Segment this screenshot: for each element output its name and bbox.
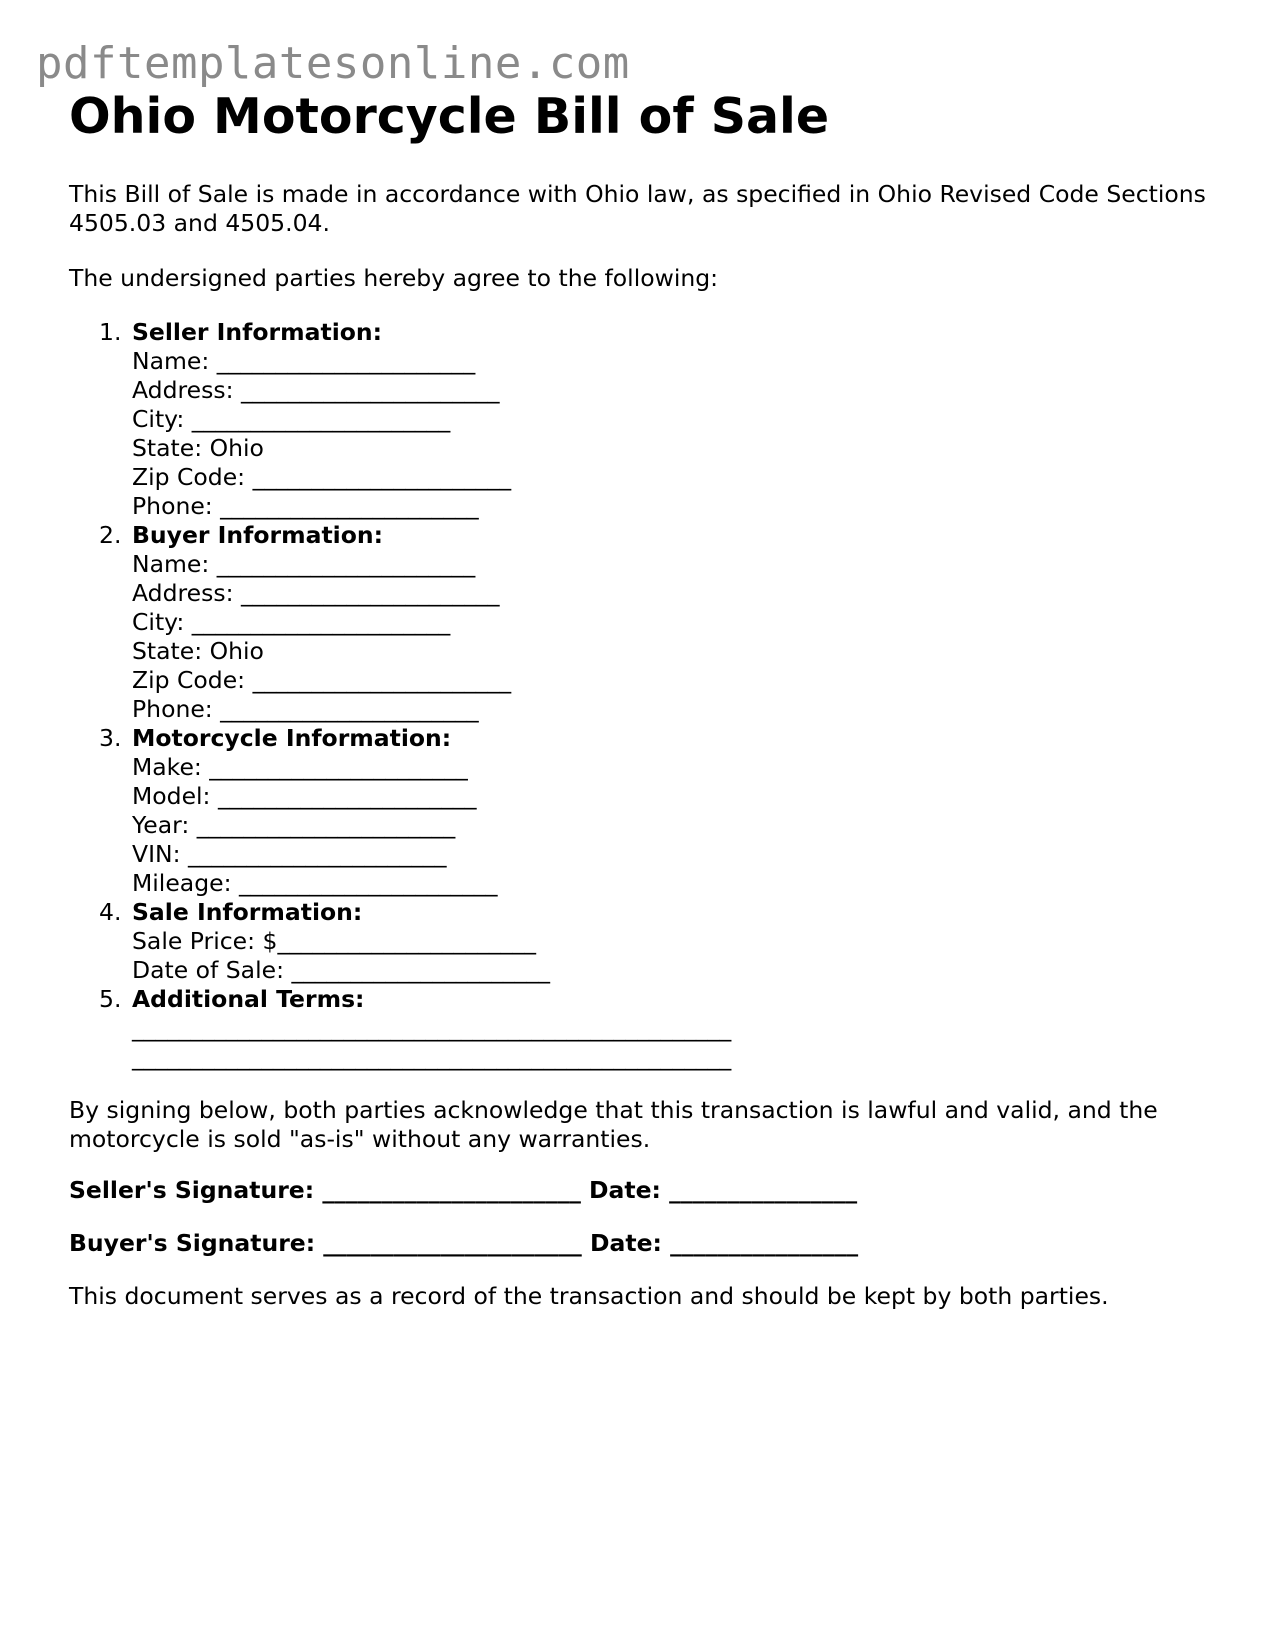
buyer-zip-field[interactable]: Zip Code: ______________________ bbox=[132, 666, 512, 694]
document-body bbox=[69, 180, 1209, 1311]
section-title: Additional Terms: bbox=[132, 985, 365, 1013]
seller-signature-line[interactable]: Seller's Signature: ______________________ Date: ________________ bbox=[69, 1176, 858, 1204]
acknowledgement-paragraph: By signing below, both parties acknowledge that this transaction is lawful and valid, and the motorcycle is sold "as-is" without any warranties. bbox=[69, 1096, 1158, 1153]
buyer-city-field[interactable]: City: ______________________ bbox=[132, 608, 451, 636]
agreement-statement: The undersigned parties hereby agree to the following: bbox=[69, 264, 719, 292]
intro-paragraph: This Bill of Sale is made in accordance with Ohio law, as specified in Ohio Revised Code Sections 4505.03 and 4505.04. bbox=[69, 180, 1206, 237]
vin-field[interactable]: VIN: ______________________ bbox=[132, 840, 447, 868]
section-seller-information bbox=[69, 318, 1209, 521]
seller-name-field[interactable]: Name: ______________________ bbox=[132, 347, 476, 375]
section-number: 2. bbox=[99, 521, 122, 549]
section-motorcycle-information bbox=[69, 724, 1209, 898]
make-field[interactable]: Make: ______________________ bbox=[132, 753, 468, 781]
section-additional-terms bbox=[69, 985, 1209, 1072]
mileage-field[interactable]: Mileage: ______________________ bbox=[132, 869, 498, 897]
watermark: pdftemplatesonline.com bbox=[36, 38, 630, 89]
seller-address-field[interactable]: Address: ______________________ bbox=[132, 376, 500, 404]
section-number: 3. bbox=[99, 724, 122, 752]
additional-terms-line[interactable]: ___________________________________________________ bbox=[132, 1043, 732, 1071]
sections-list bbox=[69, 318, 1209, 1072]
buyer-state-field: State: Ohio bbox=[132, 637, 264, 665]
section-number: 1. bbox=[99, 318, 122, 346]
sale-price-field[interactable]: Sale Price: $______________________ bbox=[132, 927, 536, 955]
section-buyer-information bbox=[69, 521, 1209, 724]
buyer-name-field[interactable]: Name: ______________________ bbox=[132, 550, 476, 578]
section-title: Buyer Information: bbox=[132, 521, 384, 549]
section-number: 4. bbox=[99, 898, 122, 926]
model-field[interactable]: Model: ______________________ bbox=[132, 782, 477, 810]
section-title: Seller Information: bbox=[132, 318, 383, 346]
buyer-address-field[interactable]: Address: ______________________ bbox=[132, 579, 500, 607]
section-title: Sale Information: bbox=[132, 898, 363, 926]
seller-city-field[interactable]: City: ______________________ bbox=[132, 405, 451, 433]
seller-state-field: State: Ohio bbox=[132, 434, 264, 462]
seller-zip-field[interactable]: Zip Code: ______________________ bbox=[132, 463, 512, 491]
buyer-signature-line[interactable]: Buyer's Signature: ______________________ Date: ________________ bbox=[69, 1229, 859, 1257]
buyer-phone-field[interactable]: Phone: ______________________ bbox=[132, 695, 479, 723]
section-title: Motorcycle Information: bbox=[132, 724, 452, 752]
additional-terms-line[interactable]: ___________________________________________________ bbox=[132, 1014, 732, 1042]
year-field[interactable]: Year: ______________________ bbox=[132, 811, 456, 839]
seller-phone-field[interactable]: Phone: ______________________ bbox=[132, 492, 479, 520]
record-note: This document serves as a record of the transaction and should be kept by both parties. bbox=[69, 1282, 1109, 1310]
section-number: 5. bbox=[99, 985, 122, 1013]
date-of-sale-field[interactable]: Date of Sale: ______________________ bbox=[132, 956, 550, 984]
section-sale-information bbox=[69, 898, 1209, 985]
document-title: Ohio Motorcycle Bill of Sale bbox=[69, 88, 830, 145]
